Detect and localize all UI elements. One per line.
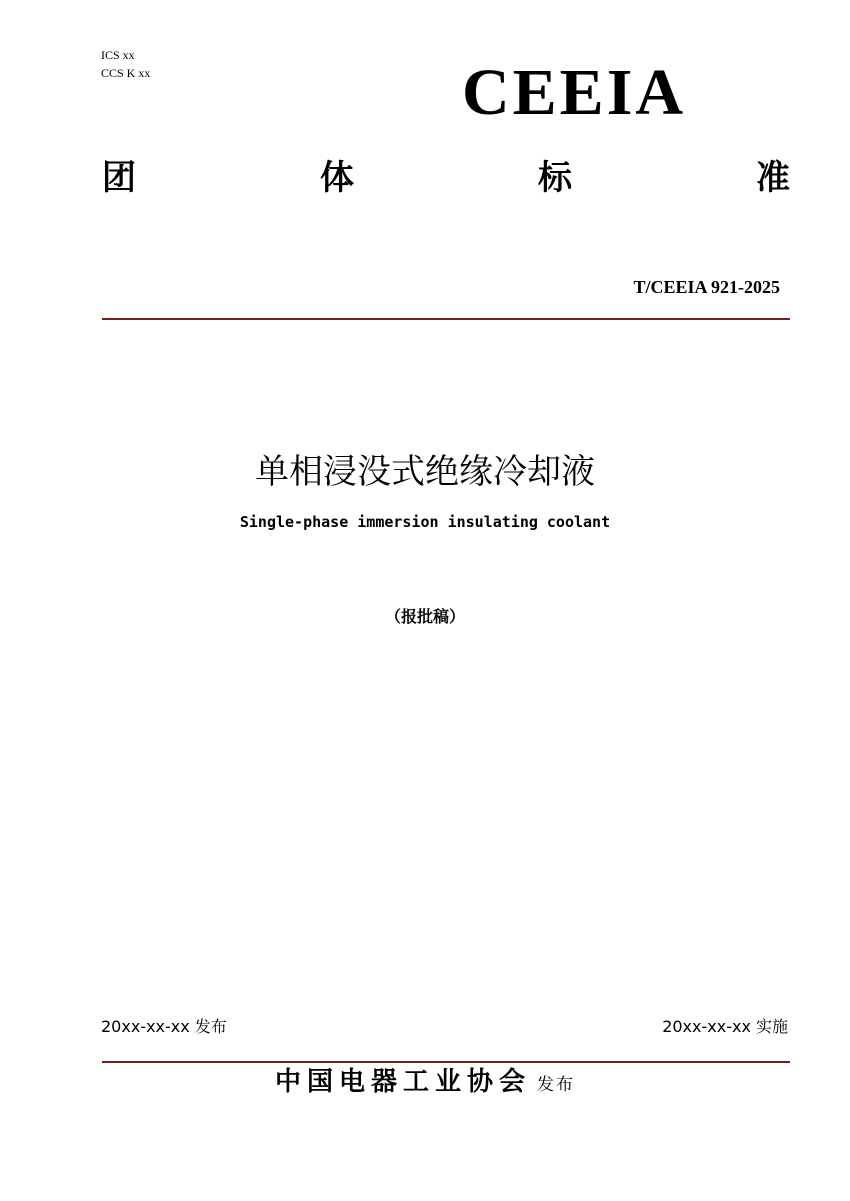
standard-type-heading bbox=[102, 156, 790, 200]
bottom-divider bbox=[102, 1061, 790, 1063]
publisher bbox=[0, 1064, 850, 1103]
title-english: Single-phase immersion insulating coolant bbox=[239, 513, 611, 531]
standard-type-char: 准 bbox=[756, 158, 790, 198]
ics-code: ICS xx bbox=[101, 48, 135, 62]
top-divider bbox=[102, 318, 790, 320]
standard-type-char: 标 bbox=[538, 158, 572, 198]
release-date: 20xx-xx-xx 发布 bbox=[101, 1017, 227, 1036]
draft-status: （报批稿） bbox=[384, 607, 465, 626]
publisher-action: 发布 bbox=[537, 1075, 575, 1095]
publisher-name: 中国电器工业协会 bbox=[274, 1067, 531, 1097]
ccs-code: CCS K xx bbox=[101, 66, 151, 80]
standard-number: T/CEEIA 921-2025 bbox=[633, 277, 780, 297]
title-chinese: 单相浸没式绝缘冷却液 bbox=[255, 452, 595, 492]
implementation-date: 20xx-xx-xx 实施 bbox=[662, 1017, 788, 1036]
standard-type-char: 体 bbox=[320, 158, 354, 198]
classification-codes bbox=[101, 46, 150, 82]
standard-type-char: 团 bbox=[102, 158, 136, 198]
ceeia-logo: CEEIA bbox=[462, 56, 687, 129]
